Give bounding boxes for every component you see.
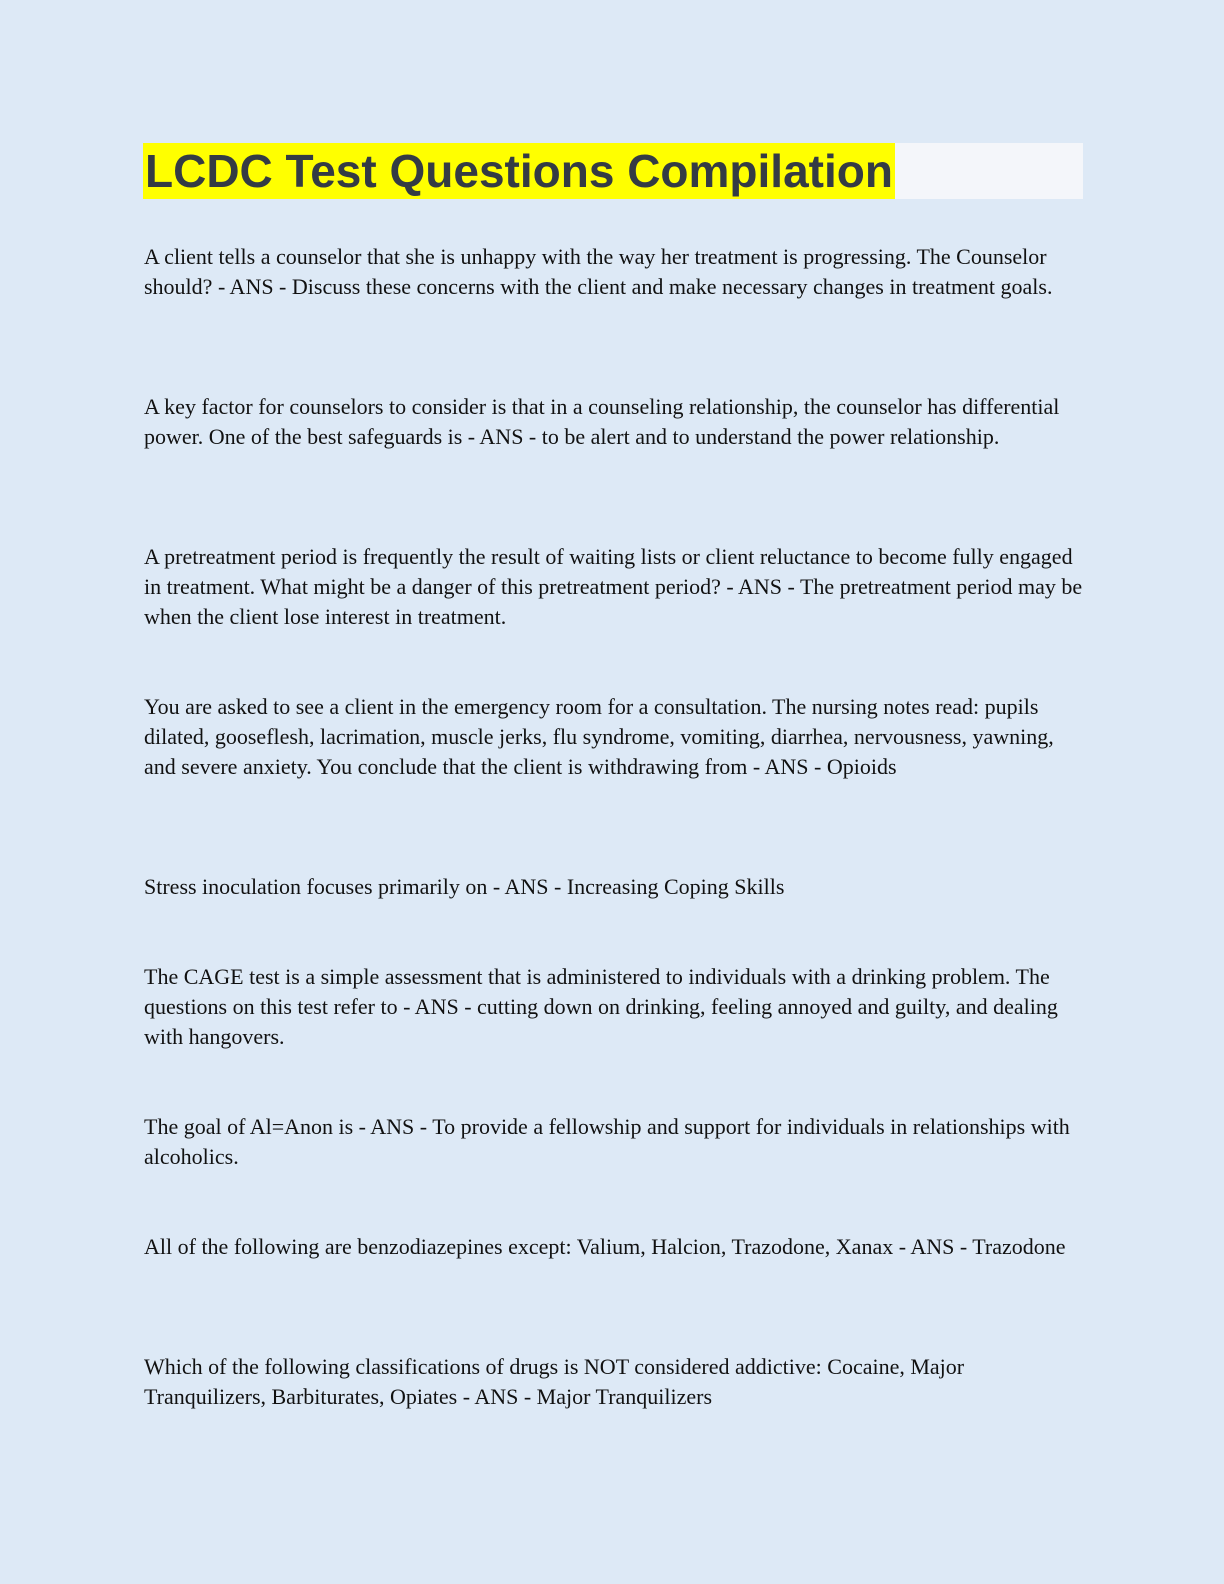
document-title: LCDC Test Questions Compilation <box>145 145 893 197</box>
qa-item-4: You are asked to see a client in the emergency room for a consultation. The nursing notes read: pupils dilated, gooseflesh, lacrimation, muscle jerks, flu syndrome, vomiting, diarrhea, nervousness, yawning, and severe anxiety. You conclude that the client is withdrawing from - ANS - Opioids <box>144 694 1054 779</box>
qa-item-8: All of the following are benzodiazepines except: Valium, Halcion, Trazodone, Xanax - ANS - Trazodone <box>144 1234 1066 1259</box>
qa-item-9: Which of the following classifications of drugs is NOT considered addictive: Cocaine, Major Tranquilizers, Barbiturates, Opiates - ANS - Major Tranquilizers <box>144 1354 965 1409</box>
qa-item-1: A client tells a counselor that she is unhappy with the way her treatment is progressing. The Counselor should? - ANS - Discuss these concerns with the client and make necessary changes in treatment goals. <box>144 244 1053 299</box>
qa-item-6: The CAGE test is a simple assessment that is administered to individuals with a drinking problem. The questions on this test refer to - ANS - cutting down on drinking, feeling annoyed and guilty, and dealing with hangovers. <box>144 964 1058 1049</box>
qa-item-2: A key factor for counselors to consider is that in a counseling relationship, the counselor has differential power. One of the best safeguards is - ANS - to be alert and to understand the power relationship. <box>144 394 1060 449</box>
qa-item-3: A pretreatment period is frequently the result of waiting lists or client reluctance to become fully engaged in treatment. What might be a danger of this pretreatment period? - ANS - The pretreatment period may be when the client lose interest in treatment. <box>144 544 1083 629</box>
qa-item-7: The goal of Al=Anon is - ANS - To provide a fellowship and support for individuals in relationships with alcoholics. <box>144 1114 1070 1169</box>
qa-item-5: Stress inoculation focuses primarily on - ANS - Increasing Coping Skills <box>144 874 785 899</box>
